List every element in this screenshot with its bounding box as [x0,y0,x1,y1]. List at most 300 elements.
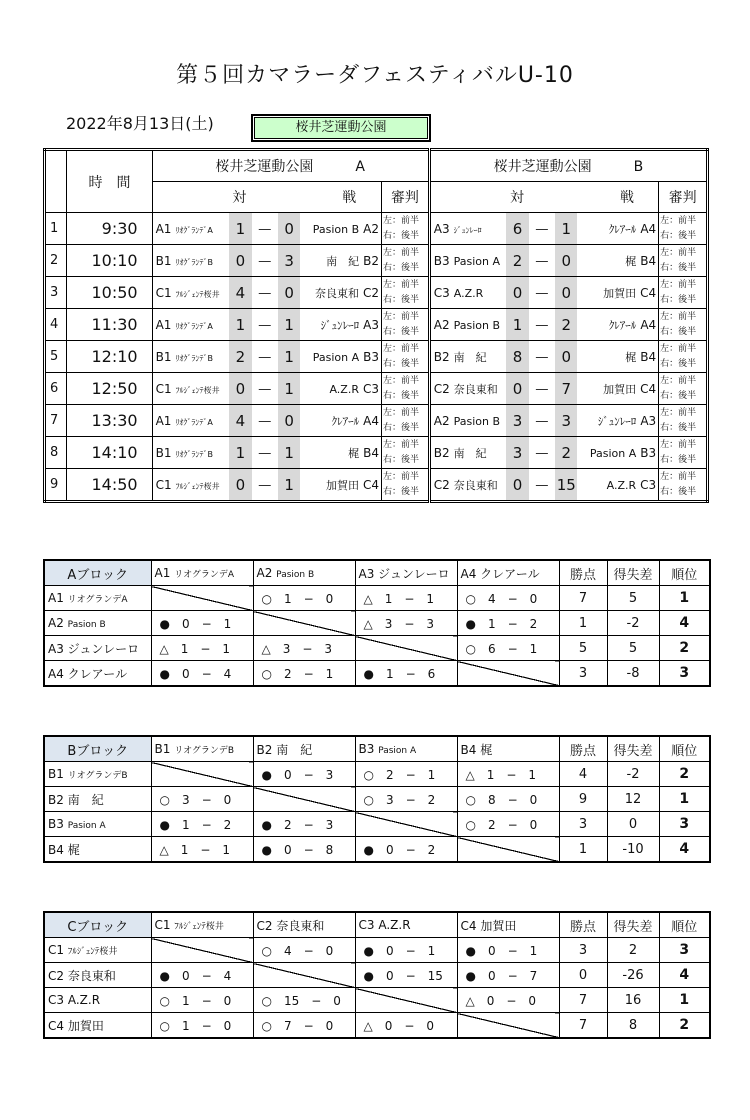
team-name: リオグランデA [67,595,128,605]
team-code: C2 [362,285,379,300]
team-name: 南 紀 [326,254,360,268]
goal-difference: -2 [607,762,659,787]
referee-note [381,309,429,341]
team-code: B2 [256,742,273,757]
score-right: 1 [278,341,300,373]
ref-first-half: 左：前半 [382,439,419,450]
team-left [152,405,229,437]
referee-note [659,469,708,502]
score-left: 2 [506,245,528,277]
match-number: 5 [45,341,67,373]
team-right [577,341,658,373]
team-name: A.Z.R [606,478,637,492]
score-left: 6 [506,213,528,245]
team-code: B4 [640,349,657,364]
team-name: ｼﾞｭﾝﾚｰﾛ [320,318,360,332]
team-name: リオグランデA [174,570,235,580]
points: 7 [559,1013,607,1039]
ref-second-half: 右：後半 [660,294,697,305]
team-left [152,309,229,341]
team-name: ﾘｵｸﾞﾗﾝﾃﾞB [175,353,213,363]
header-court-a: 桜井芝運動公園 A [152,150,429,182]
score-right: 0 [278,213,300,245]
team-right [577,245,658,277]
header-time: 時 間 [67,150,152,213]
block-b-table [43,735,711,863]
score-dash: ― [252,469,278,502]
team-code: C4 [362,477,379,492]
team-name: 加賀田 [480,918,517,933]
self-match-cell [355,988,457,1013]
team-code: B1 [155,253,172,268]
team-right [300,405,381,437]
ref-first-half: 左：前半 [382,279,419,290]
block-column-team [355,912,457,938]
result-cell: ○ 1 − 0 [151,988,253,1013]
result-cell: △ 3 − 3 [253,636,355,661]
result-cell: ● 0 − 7 [457,963,559,988]
result-cell: ○ 3 − 2 [355,787,457,812]
block-row [44,611,710,636]
team-name: 奈良東和 [453,382,498,396]
score-right: 1 [278,309,300,341]
result-cell: ● 0 − 1 [457,938,559,963]
team-name: A.Z.R [67,993,101,1007]
block-column-team [151,736,253,762]
team-right [300,437,381,469]
referee-note [381,405,429,437]
team-code: B3 [433,253,450,268]
page-title: 第５回カマラーダフェスティバルU-10 [176,63,574,88]
ref-first-half: 左：前半 [660,375,697,386]
result-cell: △ 1 − 1 [457,762,559,787]
block-row [44,787,710,812]
result-cell: ● 0 − 1 [151,611,253,636]
team-name: ﾌﾙｼﾞｪﾝﾃ桜井 [174,922,224,932]
schedule-row [45,373,708,405]
score-left: 4 [229,277,251,309]
match-time: 11:30 [67,309,152,341]
match-time: 10:50 [67,277,152,309]
team-name: ｸﾚｱｰﾙ [608,318,637,332]
stat-header: 順位 [659,560,710,586]
ref-second-half: 右：後半 [382,262,419,273]
team-code: A2 [433,317,450,332]
ref-second-half: 右：後半 [660,422,697,433]
match-number: 2 [45,245,67,277]
referee-note [381,277,429,309]
result-cell: ● 0 − 4 [151,963,253,988]
match-time: 10:10 [67,245,152,277]
match-time: 13:30 [67,405,152,437]
referee-note [659,277,708,309]
ref-first-half: 左：前半 [382,343,419,354]
self-match-cell [457,1013,559,1039]
team-name: A.Z.R [378,918,411,932]
team-code: A1 [155,413,172,428]
team-code: B2 [433,445,450,460]
team-right [300,213,381,245]
ref-first-half: 左：前半 [382,407,419,418]
vs-label-2: 戦 [619,190,634,206]
result-cell: △ 0 − 0 [355,1013,457,1039]
team-name: 南 紀 [453,350,487,364]
team-right [300,245,381,277]
points: 4 [559,762,607,787]
referee-note [381,437,429,469]
score-dash: ― [529,245,555,277]
match-time: 12:50 [67,373,152,405]
block-c-table [43,911,711,1039]
result-cell: ○ 8 − 0 [457,787,559,812]
team-code: C4 [48,1018,65,1033]
result-cell: ● 1 − 2 [457,611,559,636]
points: 7 [559,988,607,1013]
goal-difference: 5 [607,636,659,661]
team-name: Pasion B [67,620,106,630]
score-dash: ― [529,277,555,309]
ref-first-half: 左：前半 [382,375,419,386]
block-row [44,1013,710,1039]
points: 1 [559,611,607,636]
score-left: 4 [229,405,251,437]
team-name: クレアール [480,566,540,581]
team-right [577,437,658,469]
referee-note [381,245,429,277]
result-cell: ○ 6 − 1 [457,636,559,661]
match-time: 14:10 [67,437,152,469]
schedule-row [45,309,708,341]
team-code: A2 [48,616,64,630]
score-dash: ― [529,405,555,437]
score-dash: ― [529,309,555,341]
score-left: 1 [506,309,528,341]
team-name: 奈良東和 [453,478,498,492]
team-name: ﾘｵｸﾞﾗﾝﾃﾞB [175,257,213,267]
team-right [300,341,381,373]
block-a-table [43,559,711,687]
points: 1 [559,837,607,863]
result-cell: ● 0 − 4 [151,661,253,687]
team-name: 南 紀 [453,446,487,460]
result-cell: △ 3 − 3 [355,611,457,636]
rank: 4 [659,611,710,636]
team-code: A4 [460,566,477,581]
ref-first-half: 左：前半 [382,471,419,482]
block-column-team [457,912,559,938]
team-name: リオグランデB [67,771,128,781]
block-column-team [151,560,253,586]
block-column-team [355,736,457,762]
result-cell: △ 0 − 0 [457,988,559,1013]
match-number: 3 [45,277,67,309]
block-column-team [457,736,559,762]
score-left: 2 [229,341,251,373]
ref-first-half: 左：前半 [660,407,697,418]
score-left: 3 [506,405,528,437]
score-right: 3 [278,245,300,277]
goal-difference: 5 [607,586,659,611]
block-row-team [44,661,151,687]
team-name: ﾘｵｸﾞﾗﾝﾃﾞB [175,449,213,459]
result-cell: ○ 1 − 0 [253,586,355,611]
team-name: 奈良東和 [314,286,359,300]
team-code: C3 [362,381,379,396]
block-row-team [44,586,151,611]
stat-header: 得失差 [607,736,659,762]
block-row-team [44,787,151,812]
ref-second-half: 右：後半 [382,390,419,401]
score-right: 3 [555,405,577,437]
team-code: C3 [640,477,657,492]
block-column-team [253,736,355,762]
score-left: 0 [506,277,528,309]
block-row-team [44,837,151,863]
team-left [429,373,506,405]
self-match-cell [457,837,559,863]
rank: 1 [659,787,710,812]
team-code: C4 [640,285,657,300]
team-right [577,277,658,309]
score-left: 1 [229,437,251,469]
result-cell: ○ 4 − 0 [253,938,355,963]
team-name: ﾘｵｸﾞﾗﾝﾃﾞA [175,417,213,427]
team-name: A.Z.R [329,382,359,396]
team-code: A1 [48,591,64,605]
ref-second-half: 右：後半 [660,358,697,369]
goal-difference: -26 [607,963,659,988]
team-name: 加賀田 [325,478,359,492]
rank: 1 [659,988,710,1013]
ref-second-half: 右：後半 [382,326,419,337]
score-dash: ― [252,277,278,309]
score-right: 15 [555,469,577,502]
team-code: C1 [155,477,172,492]
score-left: 8 [506,341,528,373]
ref-first-half: 左：前半 [660,439,697,450]
self-match-cell [355,812,457,837]
stat-header: 得失差 [607,912,659,938]
ref-first-half: 左：前半 [660,247,697,258]
team-name: ｼﾞｭﾝﾚｰﾛ [597,414,637,428]
team-name: ジュンレーロ [378,566,450,581]
result-cell: △ 1 − 1 [151,837,253,863]
result-cell: ○ 2 − 0 [457,812,559,837]
ref-second-half: 右：後半 [382,358,419,369]
team-code: A4 [48,666,64,681]
team-name: ﾌﾙｼﾞｪﾝﾃ桜井 [67,947,118,957]
team-code: A4 [640,317,657,332]
score-dash: ― [252,309,278,341]
result-cell: ● 1 − 2 [151,812,253,837]
team-code: C1 [155,381,172,396]
score-dash: ― [252,405,278,437]
self-match-cell [355,636,457,661]
team-name: 加賀田 [603,286,637,300]
ref-second-half: 右：後半 [382,294,419,305]
match-number: 7 [45,405,67,437]
team-code: A2 [256,566,273,580]
team-name: Pasion B [453,318,501,332]
team-name: 梶 [625,254,637,268]
team-name: リオグランデB [174,746,235,756]
team-left [152,373,229,405]
stat-header: 得失差 [607,560,659,586]
team-left [429,213,506,245]
referee-note [659,245,708,277]
goal-difference: 8 [607,1013,659,1039]
result-cell: ● 2 − 3 [253,812,355,837]
team-left [429,437,506,469]
result-cell: ○ 2 − 1 [253,661,355,687]
goal-difference: 12 [607,787,659,812]
vs-label-1: 対 [232,190,247,206]
block-row [44,988,710,1013]
team-name: ﾘｵｸﾞﾗﾝﾃﾞA [175,321,213,331]
block-row-team [44,1013,151,1039]
ref-first-half: 左：前半 [382,311,419,322]
team-code: A3 [640,413,657,428]
points: 3 [559,938,607,963]
ref-second-half: 右：後半 [660,454,697,465]
block-row [44,963,710,988]
team-name: ｸﾚｱｰﾙ [608,222,637,236]
self-match-cell [253,611,355,636]
ref-second-half: 右：後半 [382,454,419,465]
team-code: B4 [363,445,379,460]
block-row [44,938,710,963]
ref-first-half: 左：前半 [660,215,697,226]
team-code: B3 [363,349,379,364]
team-code: A3 [433,221,450,236]
score-dash: ― [252,341,278,373]
points: 3 [559,661,607,687]
team-left [429,277,506,309]
rank: 3 [659,661,710,687]
team-left [152,469,229,502]
ref-second-half: 右：後半 [660,326,697,337]
team-name: 梶 [480,742,493,757]
score-left: 0 [506,373,528,405]
team-code: B3 [48,817,64,831]
match-number: 6 [45,373,67,405]
team-code: C3 [358,918,375,932]
schedule-row [45,277,708,309]
score-right: 7 [555,373,577,405]
team-name: ﾘｵｸﾞﾗﾝﾃﾞA [175,225,213,235]
team-left [429,309,506,341]
ref-second-half: 右：後半 [660,262,697,273]
goal-difference: -8 [607,661,659,687]
referee-note [381,373,429,405]
score-left: 1 [229,309,251,341]
referee-note [659,405,708,437]
match-number: 8 [45,437,67,469]
team-left [152,277,229,309]
team-code: C1 [154,918,171,932]
team-name: 加賀田 [603,382,637,396]
team-name: ﾌﾙｼﾞｪﾝﾃ桜井 [175,289,220,299]
team-name: 奈良東和 [276,918,325,933]
team-name: ｼﾞｭﾝﾚｰﾛ [453,225,482,235]
stat-header: 勝点 [559,912,607,938]
ref-second-half: 右：後半 [660,486,697,497]
referee-note [381,341,429,373]
score-right: 0 [555,277,577,309]
team-code: B3 [358,742,375,756]
ref-second-half: 右：後半 [660,390,697,401]
ref-first-half: 左：前半 [660,471,697,482]
score-left: 1 [229,213,251,245]
team-name: クレアール [67,666,128,681]
block-row-team [44,812,151,837]
score-dash: ― [529,341,555,373]
referee-note [659,213,708,245]
ref-second-half: 右：後半 [382,230,419,241]
block-name: Bブロック [44,736,151,762]
block-column-team [253,912,355,938]
team-code: C3 [48,993,65,1007]
rank: 3 [659,812,710,837]
block-row [44,586,710,611]
self-match-cell [253,787,355,812]
match-number: 9 [45,469,67,502]
team-name: 梶 [67,842,80,857]
team-code: B1 [155,445,172,460]
team-name: Pasion A [589,446,637,460]
block-row [44,661,710,687]
score-dash: ― [529,469,555,502]
team-code: B2 [433,349,450,364]
team-code: C4 [640,381,657,396]
team-code: A4 [640,221,657,236]
block-row-team [44,963,151,988]
team-name: 梶 [625,350,637,364]
team-name: A.Z.R [453,286,484,300]
block-row [44,762,710,787]
result-cell: ● 0 − 1 [355,938,457,963]
ref-first-half: 左：前半 [382,215,419,226]
points: 9 [559,787,607,812]
referee-note [381,213,429,245]
goal-difference: -2 [607,611,659,636]
header-ref-a: 審判 [381,182,429,213]
points: 3 [559,812,607,837]
block-row-team [44,636,151,661]
goal-difference: 16 [607,988,659,1013]
block-row-team [44,762,151,787]
score-dash: ― [252,437,278,469]
schedule-row [45,245,708,277]
match-time: 9:30 [67,213,152,245]
team-code: A4 [363,413,379,428]
score-left: 0 [229,469,251,502]
team-code: B1 [48,767,64,781]
team-code: C1 [48,943,65,957]
result-cell: ● 0 − 8 [253,837,355,863]
points: 5 [559,636,607,661]
team-code: B4 [640,253,657,268]
schedule-row [45,405,708,437]
result-cell: ○ 7 − 0 [253,1013,355,1039]
score-right: 2 [555,437,577,469]
self-match-cell [151,762,253,787]
score-right: 1 [278,373,300,405]
stat-header: 勝点 [559,560,607,586]
team-right [577,213,658,245]
block-row-team [44,938,151,963]
block-column-team [457,560,559,586]
